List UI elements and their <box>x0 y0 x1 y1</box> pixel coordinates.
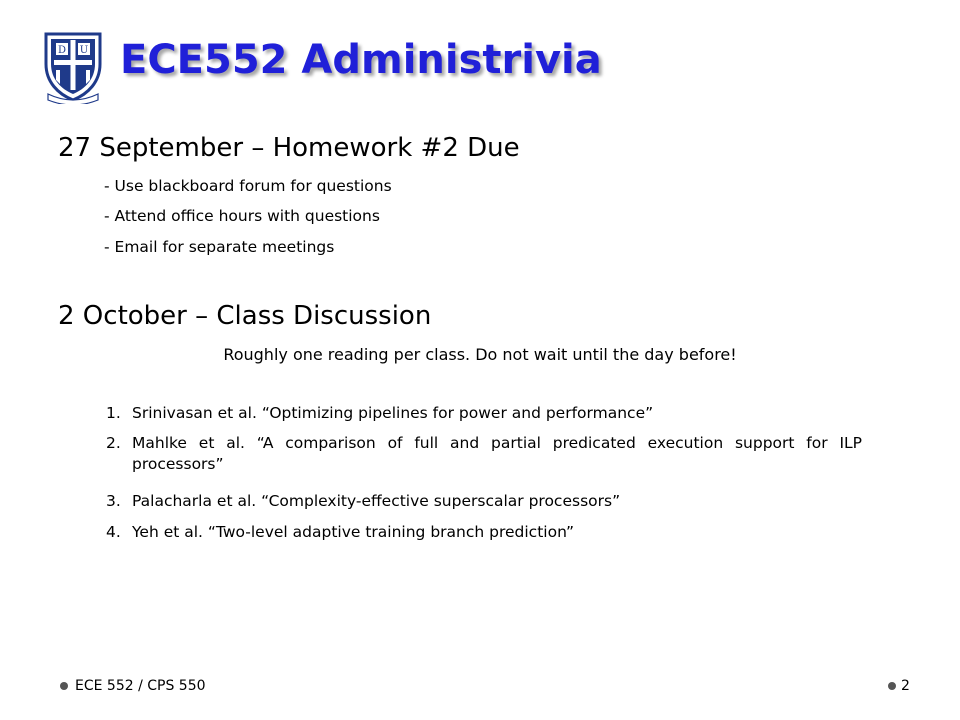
reading-item <box>106 491 866 512</box>
section-heading-discussion: 2 October – Class Discussion <box>58 301 432 331</box>
svg-text:D: D <box>57 45 67 56</box>
slide-title: ECE552 Administrivia <box>120 37 602 83</box>
section-heading-homework: 27 September – Homework #2 Due <box>58 133 520 163</box>
reading-item <box>106 522 866 543</box>
homework-bullet-email: - Email for separate meetings <box>104 238 335 256</box>
reading-text: Srinivasan et al. “Optimizing pipelines for power and performance” <box>132 404 654 422</box>
duke-shield-logo <box>42 30 104 104</box>
reading-text: Yeh et al. “Two-level adaptive training branch prediction” <box>132 523 575 541</box>
reading-item <box>106 433 866 475</box>
footer-course: ECE 552 / CPS 550 <box>75 678 206 694</box>
footer-bullet-right <box>888 682 896 690</box>
page-number: 2 <box>901 678 910 694</box>
reading-number: 3. <box>106 492 121 510</box>
homework-bullet-office-hours: - Attend office hours with questions <box>104 207 380 225</box>
homework-bullet-forum: - Use blackboard forum for questions <box>104 177 392 195</box>
reading-number: 4. <box>106 523 121 541</box>
reading-text: Palacharla et al. “Complexity-effective superscalar processors” <box>132 492 621 510</box>
reading-item <box>106 403 866 424</box>
svg-text:U: U <box>79 45 89 56</box>
reading-note: Roughly one reading per class. Do not wait until the day before! <box>223 345 737 364</box>
reading-text: Mahlke et al. “A comparison of full and partial predicated execution support for ILP processors” <box>132 434 862 473</box>
reading-number: 2. <box>106 434 121 452</box>
footer-bullet-left <box>60 682 68 690</box>
reading-number: 1. <box>106 404 121 422</box>
